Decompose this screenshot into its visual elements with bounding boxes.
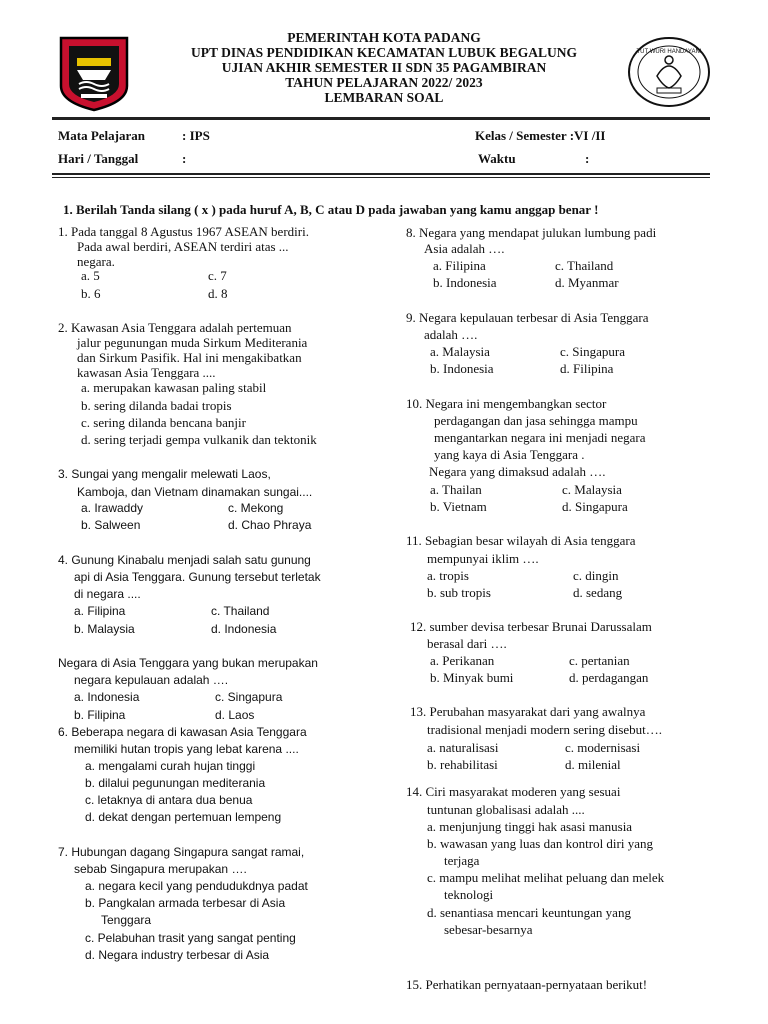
q7-option-d[interactable]: d. Negara industry terbesar di Asia <box>85 948 270 962</box>
q4-line-3: di negara .... <box>74 587 141 601</box>
q11-option-a[interactable]: a. tropis <box>427 568 469 583</box>
logo-motto-text: TUT WURI HANDAYANI <box>636 49 702 55</box>
q7-option-b[interactable]: b. Pangkalan armada terbesar di Asia <box>85 896 286 910</box>
q13-line-1: 13. Perubahan masyarakat dari yang awalnya <box>410 704 646 719</box>
q10-line-1: 10. Negara ini mengembangkan sector <box>406 396 607 411</box>
q2-option-b[interactable]: b. sering dilanda badai tropis <box>81 398 232 413</box>
q4-option-c[interactable]: c. Thailand <box>211 604 270 618</box>
q10-option-d[interactable]: d. Singapura <box>562 499 628 514</box>
header-line-3: UJIAN AKHIR SEMESTER II SDN 35 PAGAMBIRAN <box>221 60 547 75</box>
q2-line-4: kawasan Asia Tenggara .... <box>77 365 216 380</box>
q8-option-a[interactable]: a. Filipina <box>433 258 486 273</box>
q10-line-5: Negara yang dimaksud adalah …. <box>429 464 606 479</box>
q14-option-b-cont: terjaga <box>444 853 480 868</box>
q6-option-d[interactable]: d. dekat dengan pertemuan lempeng <box>85 810 282 824</box>
q9-line-2: adalah …. <box>424 327 478 342</box>
q8-line-1: 8. Negara yang mendapat julukan lumbung padi <box>406 225 657 240</box>
q11-option-b[interactable]: b. sub tropis <box>427 585 491 600</box>
q2-option-a[interactable]: a. merupakan kawasan paling stabil <box>81 380 267 395</box>
q6-line-1: 6. Beberapa negara di kawasan Asia Tenggara <box>58 725 307 739</box>
q4-option-a[interactable]: a. Filipina <box>74 604 126 618</box>
q5-option-a[interactable]: a. Indonesia <box>74 690 140 704</box>
header-line-2: UPT DINAS PENDIDIKAN KECAMATAN LUBUK BEGALUNG <box>191 45 577 60</box>
q12-option-b[interactable]: b. Minyak bumi <box>430 670 514 685</box>
q10-option-c[interactable]: c. Malaysia <box>562 482 622 497</box>
q14-option-b[interactable]: b. wawasan yang luas dan kontrol diri yang <box>427 836 654 851</box>
q6-option-c[interactable]: c. letaknya di antara dua benua <box>85 793 253 807</box>
q13-line-2: tradisional menjadi modern sering disebut…. <box>427 722 663 737</box>
q2-option-d[interactable]: d. sering terjadi gempa vulkanik dan tektonik <box>81 432 317 447</box>
header-divider <box>52 117 710 120</box>
q13-option-c[interactable]: c. modernisasi <box>565 740 641 755</box>
q14-option-d-cont: sebesar-besarnya <box>444 922 533 937</box>
q1-option-b[interactable]: b. 6 <box>81 286 101 301</box>
q13-option-a[interactable]: a. naturalisasi <box>427 740 499 755</box>
q1-option-c[interactable]: c. 7 <box>208 268 227 283</box>
q7-option-b-cont: Tenggara <box>101 913 152 927</box>
q5-line-1: Negara di Asia Tenggara yang bukan merupakan <box>58 656 318 670</box>
header-line-4: TAHUN PELAJARAN 2022/ 2023 <box>285 75 483 90</box>
q4-option-b[interactable]: b. Malaysia <box>74 622 135 636</box>
q14-option-a[interactable]: a. menjunjung tinggi hak asasi manusia <box>427 819 633 834</box>
day-value: : <box>182 151 187 166</box>
info-divider <box>52 173 710 175</box>
q13-option-b[interactable]: b. rehabilitasi <box>427 757 498 772</box>
q2-line-2: jalur pegunungan muda Sirkum Mediterania <box>77 335 308 350</box>
subject-value: : IPS <box>182 128 210 143</box>
q1-line-2: Pada awal berdiri, ASEAN terdiri atas ... <box>77 239 289 254</box>
q7-option-a[interactable]: a. negara kecil yang pendudukdnya padat <box>85 879 308 893</box>
q10-option-b[interactable]: b. Vietnam <box>430 499 487 514</box>
q8-line-2: Asia adalah …. <box>424 241 505 256</box>
q3-option-d[interactable]: d. Chao Phraya <box>228 518 312 532</box>
q12-option-a[interactable]: a. Perikanan <box>430 653 495 668</box>
q14-option-c-cont: teknologi <box>444 887 494 902</box>
q2-option-c[interactable]: c. sering dilanda bencana banjir <box>81 415 246 430</box>
q7-line-2: sebab Singapura merupakan …. <box>74 862 247 876</box>
q14-option-c[interactable]: c. mampu melihat melihat peluang dan melek <box>427 870 665 885</box>
q9-option-c[interactable]: c. Singapura <box>560 344 625 359</box>
q9-option-a[interactable]: a. Malaysia <box>430 344 490 359</box>
q1-option-d[interactable]: d. 8 <box>208 286 228 301</box>
q11-option-c[interactable]: c. dingin <box>573 568 619 583</box>
q12-line-2: berasal dari …. <box>427 636 507 651</box>
q11-line-1: 11. Sebagian besar wilayah di Asia tenggara <box>406 533 636 548</box>
q5-option-b[interactable]: b. Filipina <box>74 708 126 722</box>
q9-option-b[interactable]: b. Indonesia <box>430 361 494 376</box>
q3-option-b[interactable]: b. Salween <box>81 518 141 532</box>
q3-line-1: 3. Sungai yang mengalir melewati Laos, <box>58 467 271 481</box>
q7-option-c[interactable]: c. Pelabuhan trasit yang sangat penting <box>85 931 296 945</box>
q5-option-d[interactable]: d. Laos <box>215 708 255 722</box>
q12-option-c[interactable]: c. pertanian <box>569 653 630 668</box>
q6-option-a[interactable]: a. mengalami curah hujan tinggi <box>85 759 256 773</box>
q10-option-a[interactable]: a. Thailan <box>430 482 482 497</box>
day-label: Hari / Tanggal <box>58 151 139 166</box>
q3-option-a[interactable]: a. Irawaddy <box>81 501 144 515</box>
q8-option-c[interactable]: c. Thailand <box>555 258 614 273</box>
q4-line-1: 4. Gunung Kinabalu menjadi salah satu gunung <box>58 553 311 567</box>
time-label: Waktu <box>478 151 516 166</box>
q6-line-2: memiliki hutan tropis yang lebat karena .... <box>74 742 299 756</box>
class-label: Kelas / Semester :VI /II <box>475 128 606 143</box>
q1-option-a[interactable]: a. 5 <box>81 268 100 283</box>
q11-line-2: mempunyai iklim …. <box>427 551 539 566</box>
header-line-5: LEMBARAN SOAL <box>324 90 444 105</box>
header-line-1: PEMERINTAH KOTA PADANG <box>287 30 481 45</box>
q8-option-d[interactable]: d. Myanmar <box>555 275 619 290</box>
q6-option-b[interactable]: b. dilalui pegunungan mediterania <box>85 776 266 790</box>
q5-line-2: negara kepulauan adalah …. <box>74 673 229 687</box>
subject-label: Mata Pelajaran <box>58 128 146 143</box>
q13-option-d[interactable]: d. milenial <box>565 757 621 772</box>
q12-option-d[interactable]: d. perdagangan <box>569 670 649 685</box>
instruction: 1. Berilah Tanda silang ( x ) pada huruf A, B, C atau D pada jawaban yang kamu anggap benar ! <box>63 202 599 217</box>
q11-option-d[interactable]: d. sedang <box>573 585 623 600</box>
q9-line-1: 9. Negara kepulauan terbesar di Asia Tenggara <box>406 310 649 325</box>
q2-line-1: 2. Kawasan Asia Tenggara adalah pertemuan <box>58 320 292 335</box>
q10-line-2: perdagangan dan jasa sehingga mampu <box>434 413 638 428</box>
q3-option-c[interactable]: c. Mekong <box>228 501 284 515</box>
q14-option-d[interactable]: d. senantiasa mencari keuntungan yang <box>427 905 631 920</box>
q4-line-2: api di Asia Tenggara. Gunung tersebut terletak <box>74 570 321 584</box>
q4-option-d[interactable]: d. Indonesia <box>211 622 277 636</box>
q9-option-d[interactable]: d. Filipina <box>560 361 614 376</box>
q1-line-3: negara. <box>77 254 115 269</box>
q1-line-1: 1. Pada tanggal 8 Agustus 1967 ASEAN berdiri. <box>58 224 309 239</box>
q14-line-1: 14. Ciri masyarakat moderen yang sesuai <box>406 784 621 799</box>
q5-option-c[interactable]: c. Singapura <box>215 690 283 704</box>
q14-line-2: tuntunan globalisasi adalah .... <box>427 802 585 817</box>
q2-line-3: dan Sirkum Pasifik. Hal ini mengakibatkan <box>77 350 302 365</box>
q12-line-1: 12. sumber devisa terbesar Brunai Darussalam <box>410 619 652 634</box>
q10-line-4: yang kaya di Asia Tenggara . <box>434 447 585 462</box>
q15-line-1: 15. Perhatikan pernyataan-pernyataan berikut! <box>406 977 648 992</box>
q7-line-1: 7. Hubungan dagang Singapura sangat ramai, <box>58 845 305 859</box>
q3-line-2: Kamboja, dan Vietnam dinamakan sungai.... <box>77 485 313 499</box>
info-divider-thin <box>52 177 710 178</box>
time-value: : <box>585 151 590 166</box>
q10-line-3: mengantarkan negara ini menjadi negara <box>434 430 646 445</box>
q8-option-b[interactable]: b. Indonesia <box>433 275 497 290</box>
